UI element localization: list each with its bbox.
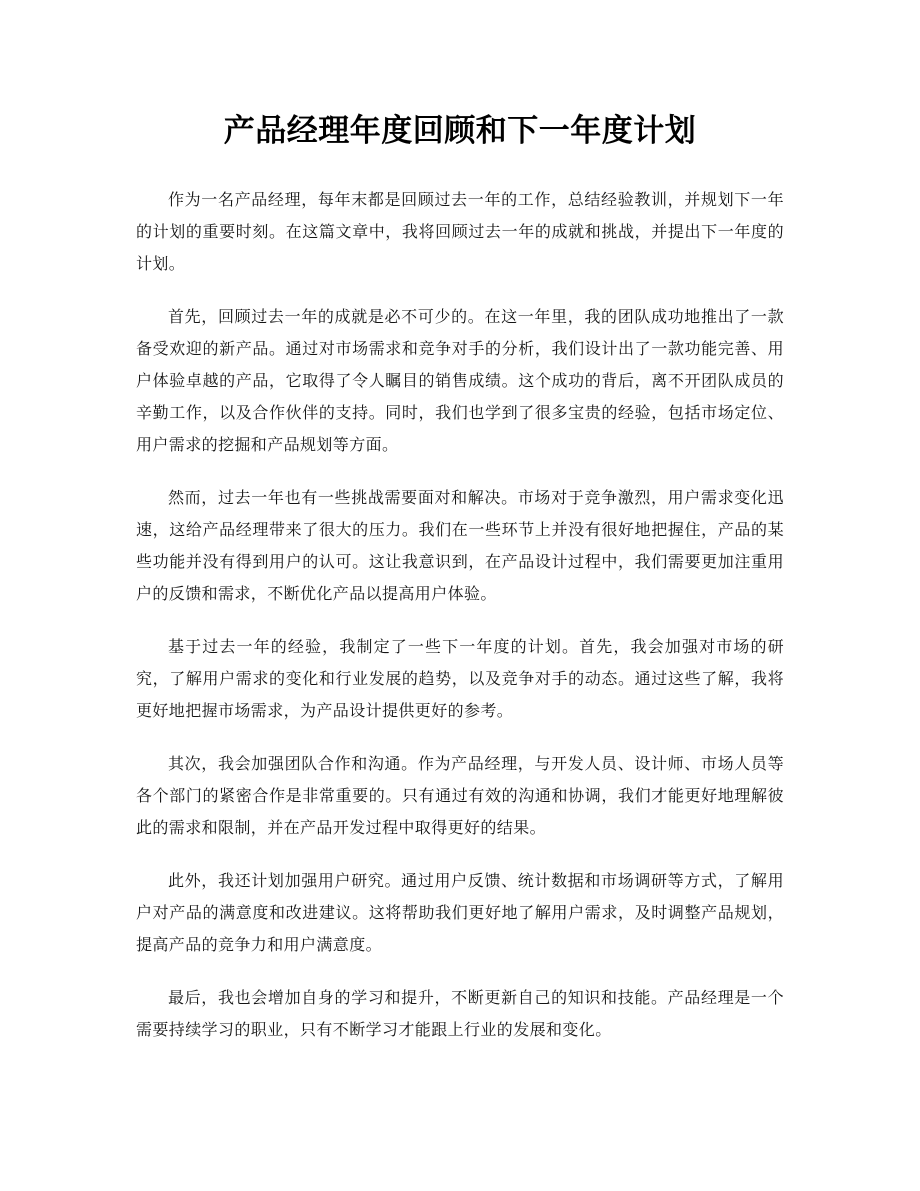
paragraph-plan-user-research: 此外，我还计划加强用户研究。通过用户反馈、统计数据和市场调研等方式，了解用户对产品的满意度和改进建议。这将帮助我们更好地了解用户需求，及时调整产品规划，提高产品的竞争力和用户满意度。 xyxy=(136,871,784,954)
document-body xyxy=(136,184,784,1067)
paragraph-intro: 作为一名产品经理，每年末都是回顾过去一年的工作，总结经验教训，并规划下一年的计划的重要时刻。在这篇文章中，我将回顾过去一年的成就和挑战，并提出下一年度的计划。 xyxy=(136,190,784,273)
paragraph-challenges: 然而，过去一年也有一些挑战需要面对和解决。市场对于竞争激烈，用户需求变化迅速，这给产品经理带来了很大的压力。我们在一些环节上并没有很好地把握住，产品的某些功能并没有得到用户的认可。这让我意识到，在产品设计过程中，我们需要更加注重用户的反馈和需求，不断优化产品以提高用户体验。 xyxy=(136,488,784,603)
paragraph-achievements: 首先，回顾过去一年的成就是必不可少的。在这一年里，我的团队成功地推出了一款备受欢迎的新产品。通过对市场需求和竞争对手的分析，我们设计出了一款功能完善、用户体验卓越的产品，它取得了令人瞩目的销售成绩。这个成功的背后，离不开团队成员的辛勤工作，以及合作伙伴的支持。同时，我们也学到了很多宝贵的经验，包括市场定位、用户需求的挖掘和产品规划等方面。 xyxy=(136,307,784,454)
paragraph-plan-teamwork: 其次，我会加强团队合作和沟通。作为产品经理，与开发人员、设计师、市场人员等各个部门的紧密合作是非常重要的。只有通过有效的沟通和协调，我们才能更好地理解彼此的需求和限制，并在产品开发过程中取得更好的结果。 xyxy=(136,754,784,837)
paragraph-plan-self-learning: 最后，我也会增加自身的学习和提升，不断更新自己的知识和技能。产品经理是一个需要持续学习的职业，只有不断学习才能跟上行业的发展和变化。 xyxy=(136,988,784,1039)
document-title: 产品经理年度回顾和下一年度计划 xyxy=(223,113,697,149)
paragraph-plan-market-research: 基于过去一年的经验，我制定了一些下一年度的计划。首先，我会加强对市场的研究，了解用户需求的变化和行业发展的趋势，以及竞争对手的动态。通过这些了解，我将更好地把握市场需求，为产品设计提供更好的参考。 xyxy=(136,637,784,720)
